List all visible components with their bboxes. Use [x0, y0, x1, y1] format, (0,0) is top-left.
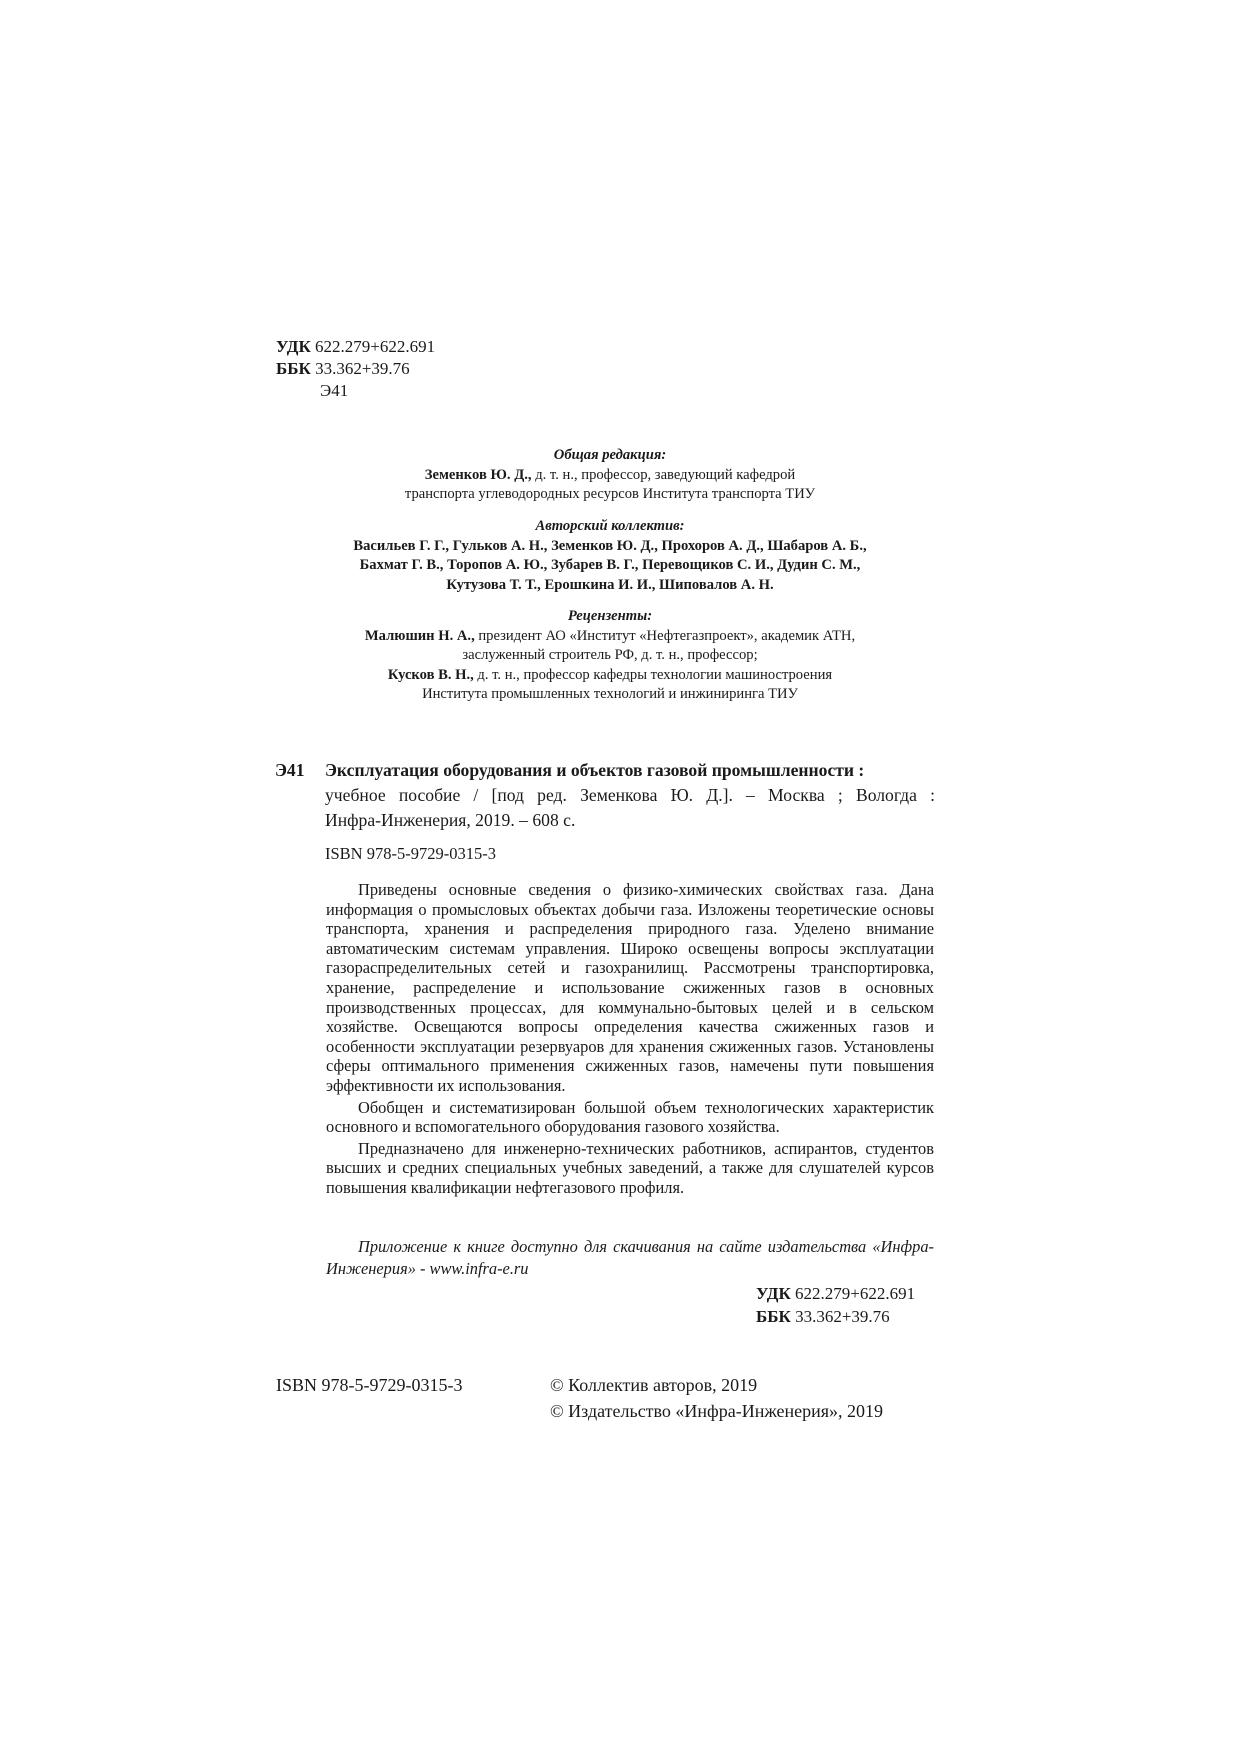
- editor-name: Земенков Ю. Д.,: [424, 466, 532, 483]
- bibliographic-entry: [275, 758, 935, 866]
- bibliographic-code: Э41: [275, 760, 305, 780]
- copyright-block: [550, 1372, 883, 1424]
- book-title: Эксплуатация оборудования и объектов газовой промышленности :: [325, 760, 865, 780]
- authors-block: [250, 517, 970, 595]
- appendix-note-text: Приложение к книге доступно для скачивания на сайте издательства «Инфра-Инженерия» - www.infra-e.ru: [326, 1237, 934, 1278]
- udk-label: УДК: [756, 1284, 791, 1303]
- authors-heading: Авторский коллектив:: [535, 518, 685, 534]
- copyright-publisher: © Издательство «Инфра-Инженерия», 2019: [550, 1401, 884, 1421]
- reviewers-heading: Рецензенты:: [567, 608, 653, 624]
- reviewer-description: д. т. н., профессор кафедры технологии машиностроения: [473, 666, 833, 683]
- general-edition-block: [250, 446, 970, 505]
- annotation-paragraph: Обобщен и систематизирован большой объем технологических характеристик основного и вспомогательного оборудования газового хозяйства.: [326, 1097, 934, 1137]
- bbk-line: [276, 358, 435, 380]
- annotation-paragraph: Предназначено для инженерно-технических работников, аспирантов, студентов высших и средних специальных учебных заведений, а также для слушателей курсов повышения квалификации нефтегазового профиля.: [326, 1138, 934, 1197]
- footer-isbn: ISBN 978-5-9729-0315-3: [276, 1375, 463, 1395]
- reviewer-name: Малюшин Н. А.,: [364, 627, 475, 644]
- reviewer-name: Кусков В. Н.,: [387, 666, 474, 683]
- udk-line: [756, 1282, 915, 1305]
- annotation-paragraph: Приведены основные сведения о физико-химических свойствах газа. Дана информация о промысловых объектах добычи газа. Изложены теоретические основы транспорта, хранения и распределения природного газа. Уделено внимание автоматическим системам управления. Широко освещены вопросы эксплуатации газораспределительных сетей и газохранилищ. Рассмотрены транспортировка, хранение, распределение и использование сжиженных газов в основных производственных процессах, для коммунально-бытовых целей и в сельском хозяйстве. Освещаются вопросы определения качества сжиженных газов и особенности эксплуатации резервуаров для хранения сжиженных газов. Установлены сферы оптимального применения сжиженных газов, намечены пути повышения эффективности их использования.: [326, 880, 934, 1095]
- udk-value: 622.279+622.691: [315, 337, 436, 356]
- editor-description: д. т. н., профессор, заведующий кафедрой: [531, 466, 796, 483]
- authors-line: Бахмат Г. В., Торопов А. Ю., Зубарев В. Г., Перевощиков С. И., Дудин С. М.,: [359, 557, 861, 573]
- bibliographic-isbn: ISBN 978-5-9729-0315-3: [325, 844, 496, 863]
- bbk-label: ББК: [276, 359, 311, 378]
- editor-line: [250, 466, 970, 486]
- reviewer-line: [250, 666, 970, 686]
- classification-block-bottom: [756, 1282, 915, 1328]
- annotation: [326, 880, 934, 1198]
- bibliographic-title-row: [275, 758, 935, 783]
- bbk-value: 33.362+39.76: [315, 359, 410, 378]
- copyright-authors: © Коллектив авторов, 2019: [550, 1375, 758, 1395]
- udk-line: [276, 336, 435, 358]
- classification-block-top: [276, 336, 435, 402]
- reviewer-description: заслуженный строитель РФ, д. т. н., профессор;: [462, 647, 758, 663]
- bibliographic-publisher: Инфра-Инженерия, 2019. – 608 с.: [325, 810, 576, 830]
- reviewers-block: [250, 607, 970, 705]
- authors-line: Кутузова Т. Т., Ерошкина И. И., Шиповалов А. Н.: [446, 576, 774, 593]
- udk-value: 622.279+622.691: [795, 1284, 916, 1303]
- authors-line: Васильев Г. Г., Гульков А. Н., Земенков Ю. Д., Прохоров А. Д., Шабаров А. Б.,: [353, 537, 867, 554]
- reviewer-affiliation: Института промышленных технологий и инжиниринга ТИУ: [422, 686, 798, 702]
- author-sign: Э41: [320, 381, 349, 400]
- bbk-label: ББК: [756, 1307, 791, 1326]
- reviewer-description: президент АО «Институт «Нефтегазпроект», академик АТН,: [474, 627, 856, 644]
- udk-label: УДК: [276, 337, 311, 356]
- editor-affiliation: транспорта углеводородных ресурсов Института транспорта ТИУ: [404, 486, 816, 502]
- appendix-note: [326, 1236, 934, 1280]
- bibliographic-details: учебное пособие / [под ред. Земенкова Ю. Д.]. – Москва ; Вологда :: [325, 785, 935, 805]
- general-edition-heading: Общая редакция:: [553, 447, 667, 463]
- reviewer-line: [250, 627, 970, 647]
- bbk-line: [756, 1305, 915, 1328]
- bbk-value: 33.362+39.76: [795, 1307, 890, 1326]
